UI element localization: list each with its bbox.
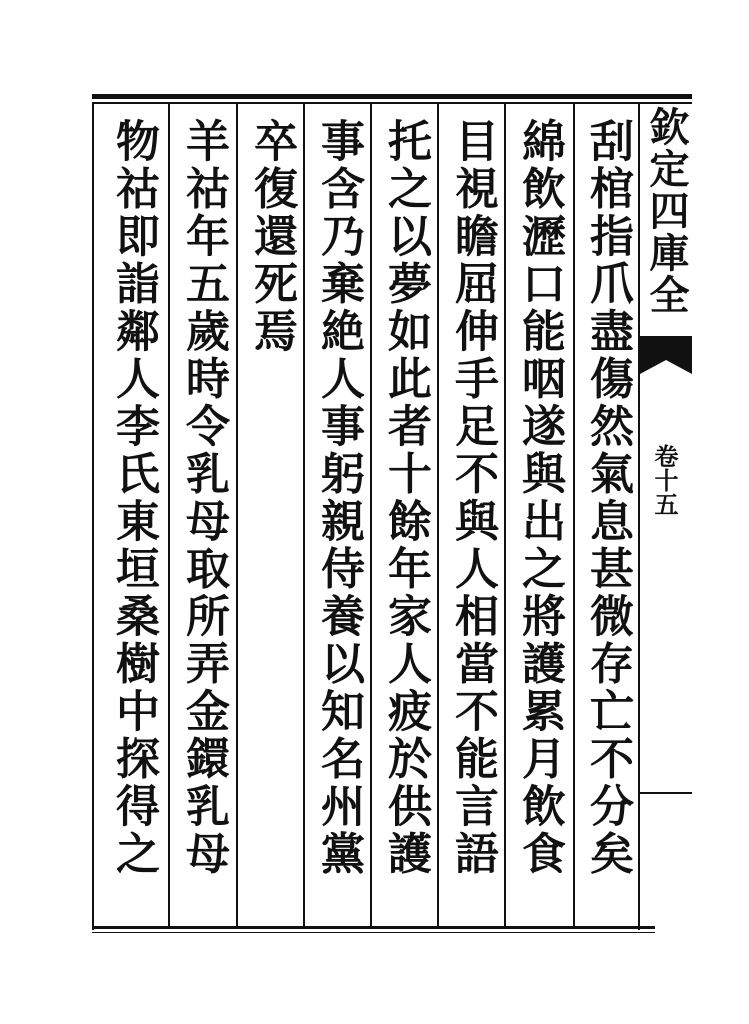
text-column-5: 事含乃棄絶人事躬親侍養以知名州黨 (313, 118, 364, 878)
text-column-1: 刮棺指爪盡傷然氣息甚微存亡不分矣 (582, 118, 633, 878)
text-column-8: 物祜即詣鄰人李氏東垣桑樹中探得之 (108, 118, 159, 878)
text-column-7: 羊祜年五歲時令乳母取所弄金鐶乳母 (178, 118, 229, 878)
margin-book-title: 欽定四庫全 (643, 106, 690, 316)
bottom-border-thick (92, 926, 655, 929)
text-column-4: 托之以夢如此者十餘年家人疲於供護 (380, 118, 431, 878)
text-column-3: 目視瞻屈伸手足不與人相當不能言語 (447, 118, 498, 878)
left-frame-line (92, 104, 94, 930)
bottom-border-thin (92, 932, 655, 933)
fishtail-mark-icon (640, 336, 692, 374)
top-border-thick (92, 94, 692, 99)
text-column-6: 卒復還死焉 (246, 118, 297, 356)
margin-volume-label: 卷十五 (650, 444, 679, 516)
text-column-2: 綿飲瀝口能咽遂與出之將護累月飲食 (514, 118, 565, 878)
margin-tick-line (640, 792, 692, 794)
top-border-thin (92, 102, 692, 104)
